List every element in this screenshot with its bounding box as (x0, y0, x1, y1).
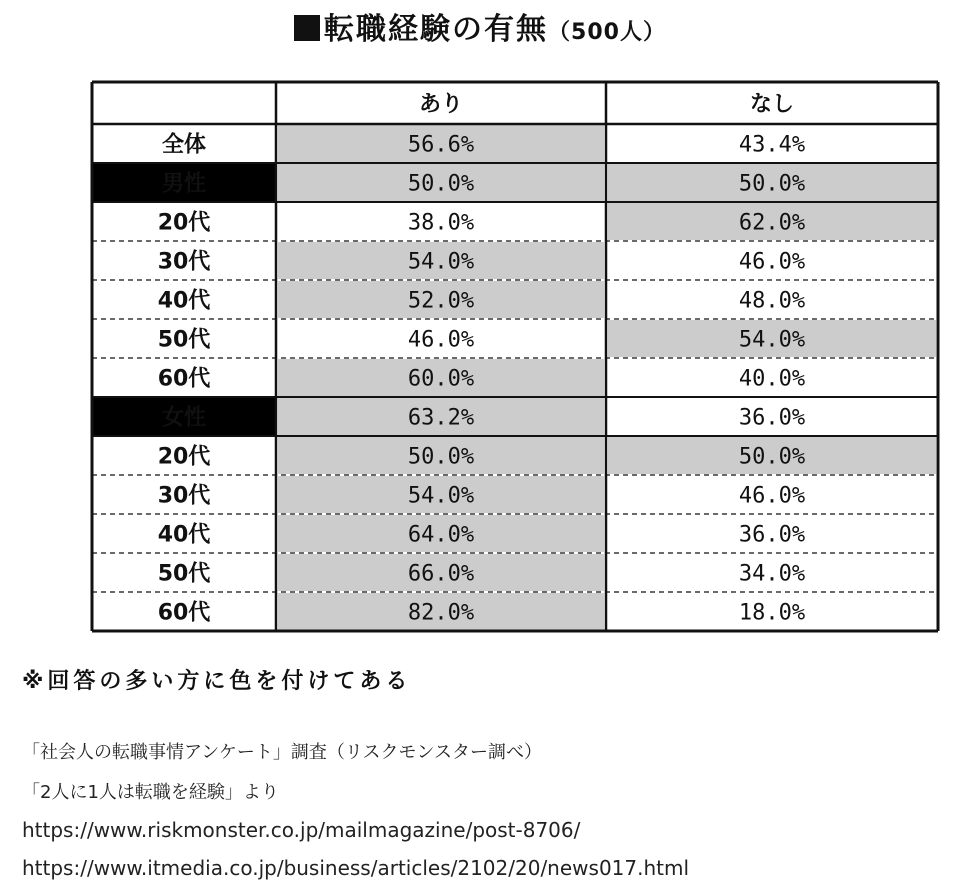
value-ari: 52.0% (407, 288, 475, 314)
row-label: 男性 (161, 171, 207, 197)
value-ari: 54.0% (407, 483, 475, 509)
row-label: 全体 (161, 132, 207, 158)
column-header: あり (418, 92, 464, 117)
source-line-1: 「社会人の転職事情アンケート」調査（リスクモンスター調べ） (22, 742, 543, 763)
value-nashi: 46.0% (738, 249, 806, 275)
value-nashi: 50.0% (738, 171, 806, 197)
value-nashi: 36.0% (738, 405, 806, 431)
footnote: ※回答の多い方に色を付けてある (22, 669, 412, 694)
row-label: 30代 (157, 249, 211, 275)
value-ari: 50.0% (407, 171, 475, 197)
row-label: 20代 (157, 444, 211, 470)
value-ari: 60.0% (407, 366, 475, 392)
source-url-2[interactable]: https://www.itmedia.co.jp/business/articles/2102/20/news017.html (22, 856, 690, 880)
value-ari: 64.0% (407, 522, 475, 548)
value-ari: 82.0% (407, 600, 475, 626)
value-ari: 66.0% (407, 561, 475, 587)
value-nashi: 50.0% (738, 444, 806, 470)
row-label: 60代 (157, 600, 211, 626)
value-ari: 46.0% (407, 327, 475, 353)
value-nashi: 54.0% (738, 327, 806, 353)
value-nashi: 36.0% (738, 522, 806, 548)
row-label: 40代 (157, 288, 211, 314)
source-line-2: 「2人に1人は転職を経験」より (22, 782, 279, 803)
row-label: 60代 (157, 366, 211, 392)
row-label: 20代 (157, 210, 211, 236)
title-sample: （500人） (548, 20, 666, 45)
value-ari: 50.0% (407, 444, 475, 470)
column-header: なし (749, 92, 795, 117)
value-ari: 38.0% (407, 210, 475, 236)
value-nashi: 43.4% (738, 132, 806, 158)
value-nashi: 48.0% (738, 288, 806, 314)
value-nashi: 40.0% (738, 366, 806, 392)
row-label: 50代 (157, 561, 211, 587)
value-ari: 54.0% (407, 249, 475, 275)
row-label: 30代 (157, 483, 211, 509)
source-url-1[interactable]: https://www.riskmonster.co.jp/mailmagazine/post-8706/ (22, 818, 581, 842)
value-ari: 63.2% (407, 405, 475, 431)
row-label: 女性 (161, 405, 207, 431)
title-main: 転職経験の有無 (324, 12, 549, 47)
row-label: 50代 (157, 327, 211, 353)
value-nashi: 46.0% (738, 483, 806, 509)
value-nashi: 34.0% (738, 561, 806, 587)
value-ari: 56.6% (407, 132, 475, 158)
value-nashi: 62.0% (738, 210, 806, 236)
row-label: 40代 (157, 522, 211, 548)
value-nashi: 18.0% (738, 600, 806, 626)
